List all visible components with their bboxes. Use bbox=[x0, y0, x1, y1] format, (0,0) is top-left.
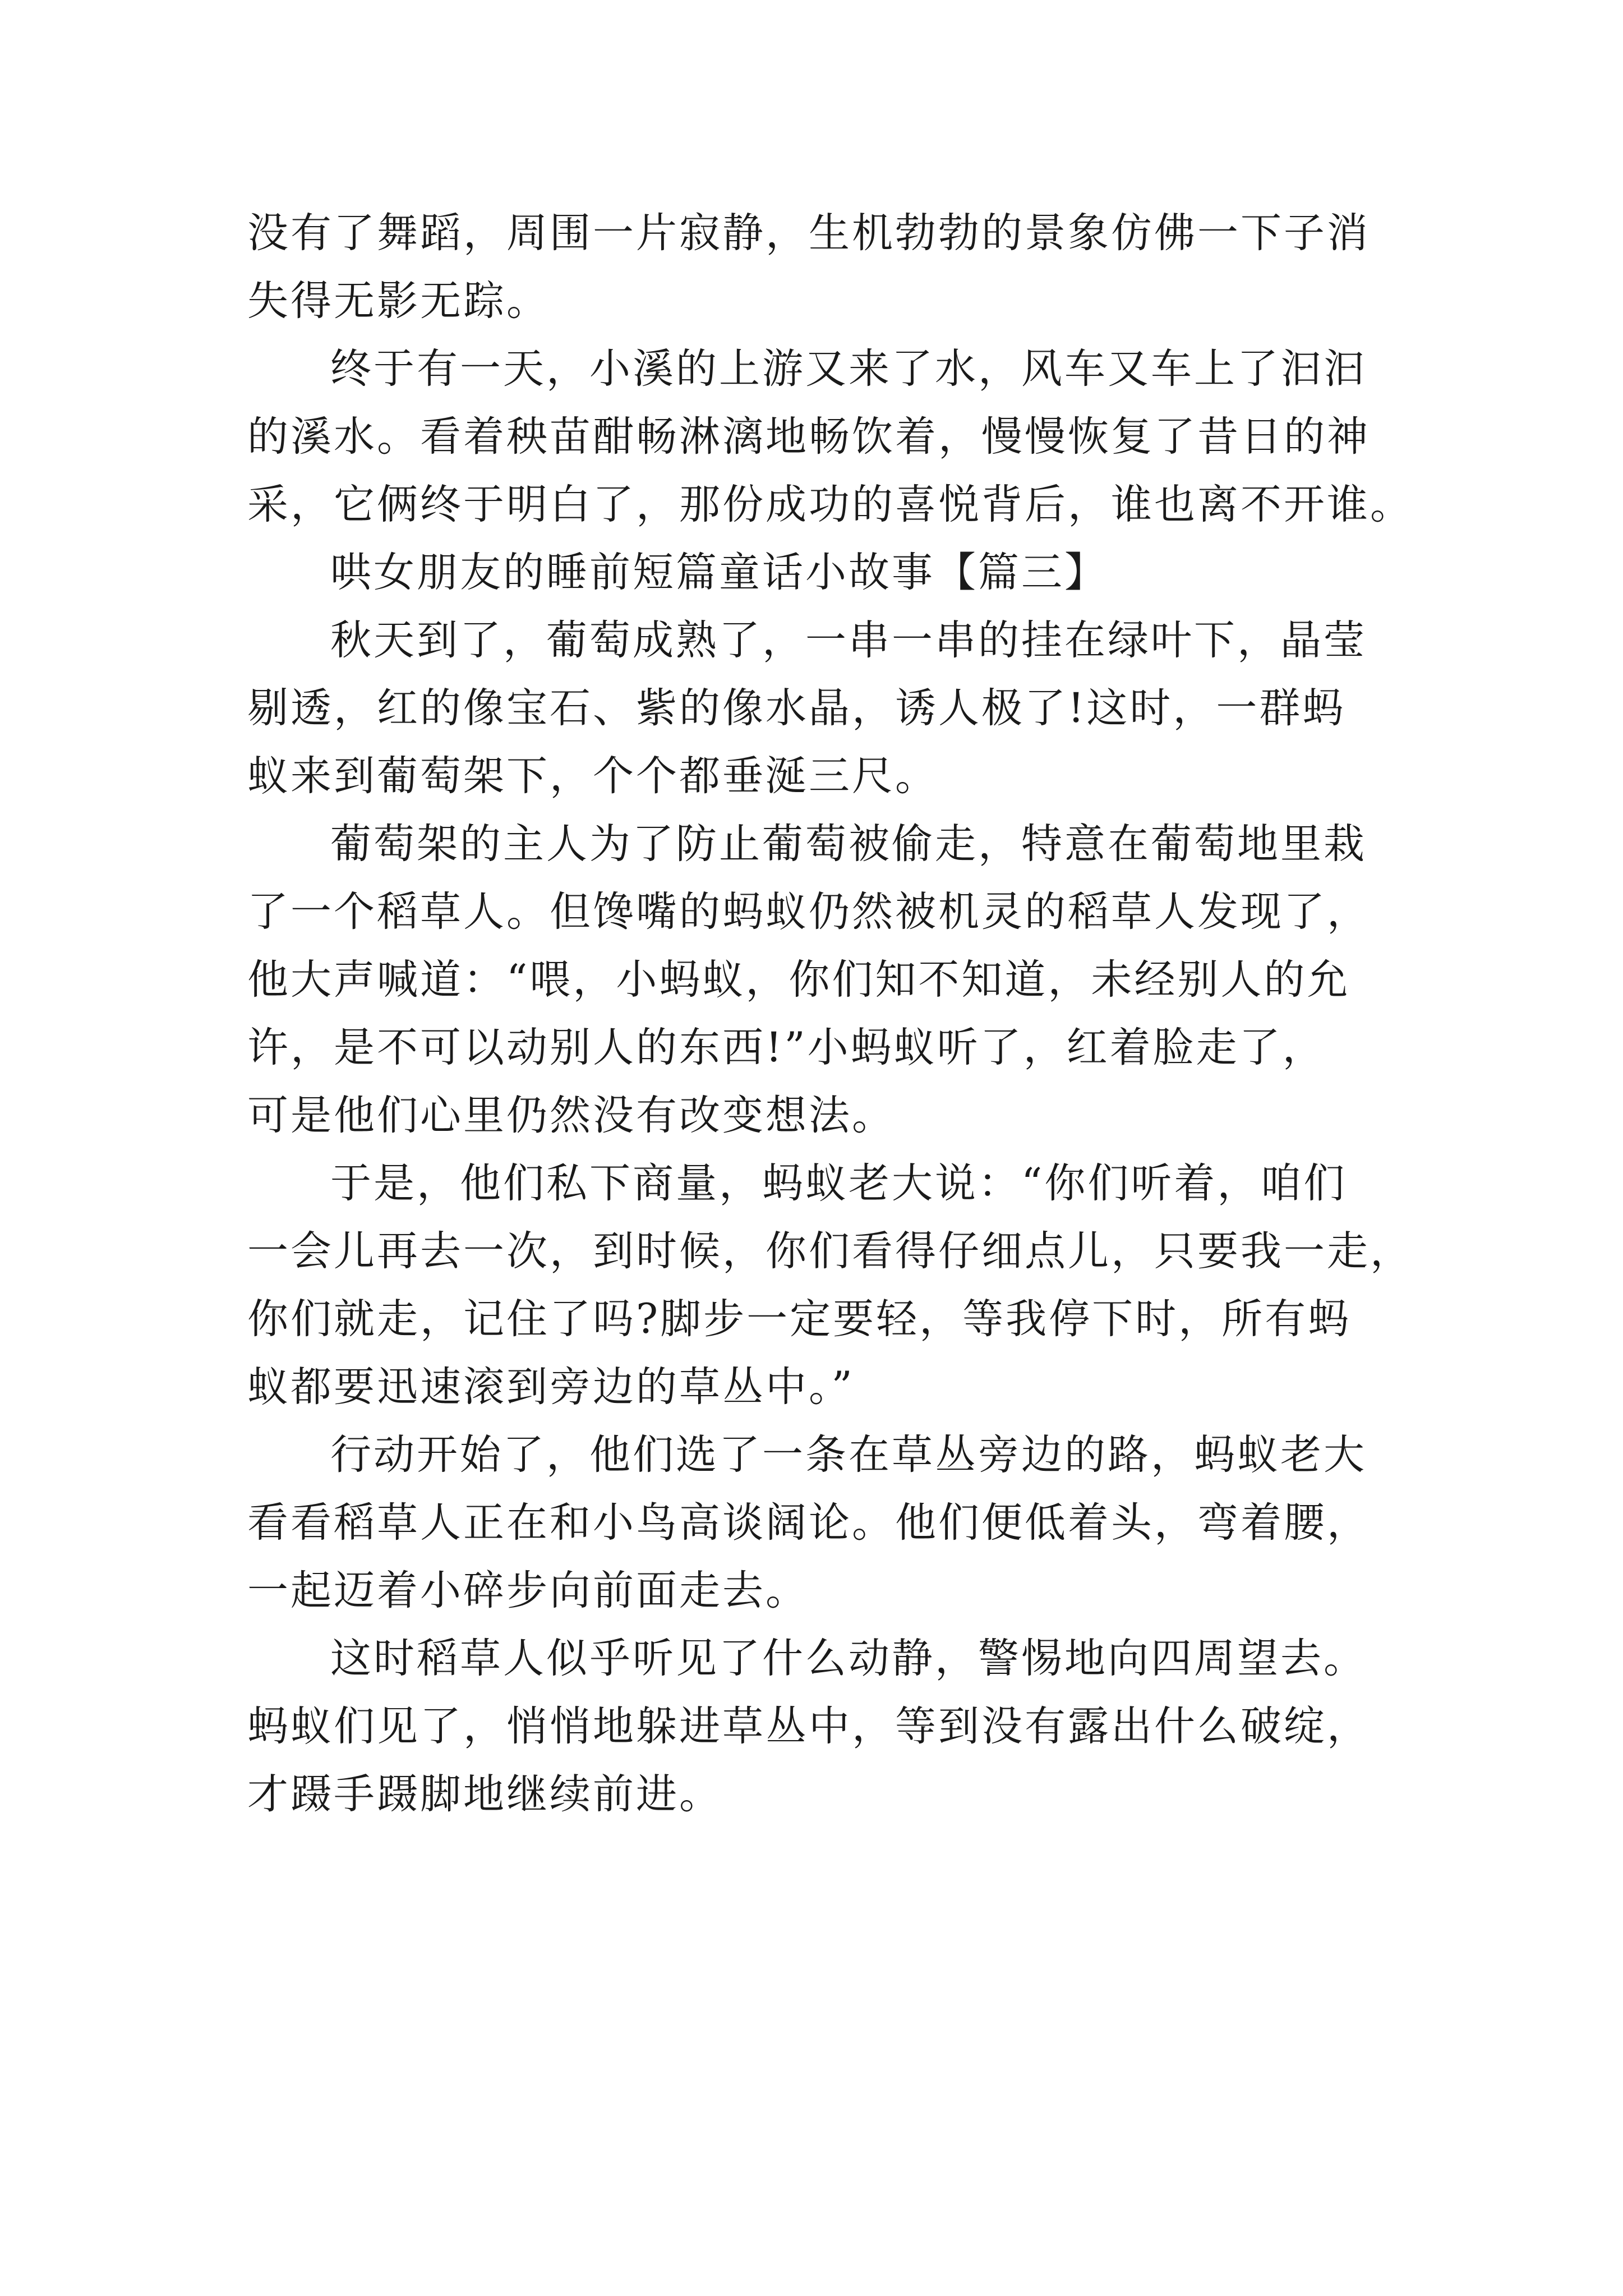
text-line: 采，它俩终于明白了，那份成功的喜悦背后，谁也离不开谁。 bbox=[247, 481, 1413, 528]
text-line: 他大声喊道：“喂，小蚂蚁，你们知不知道，未经别人的允 bbox=[247, 956, 1350, 1004]
text-line: 葡萄架的主人为了防止葡萄被偷走，特意在葡萄地里栽 bbox=[330, 820, 1367, 868]
document-body bbox=[247, 199, 1413, 1828]
text-line: 可是他们心里仍然没有改变想法。 bbox=[247, 1092, 895, 1139]
text-line: 这时稻草人似乎听见了什么动静，警惕地向四周望去。 bbox=[330, 1635, 1367, 1682]
text-line: 一起迈着小碎步向前面走去。 bbox=[247, 1567, 809, 1614]
text-line: 蚁都要迅速滚到旁边的草丛中。” bbox=[247, 1363, 855, 1411]
text-line: 行动开始了，他们选了一条在草丛旁边的路，蚂蚁老大 bbox=[330, 1431, 1367, 1479]
text-line: 于是，他们私下商量，蚂蚁老大说：“你们听着，咱们 bbox=[330, 1159, 1347, 1207]
text-line: 终于有一天，小溪的上游又来了水，风车又车上了汩汩 bbox=[330, 345, 1367, 393]
text-line: 看看稻草人正在和小鸟高谈阔论。他们便低着头，弯着腰， bbox=[247, 1499, 1370, 1547]
text-line: 许，是不可以动别人的东西!”小蚂蚁听了，红着脸走了， bbox=[247, 1024, 1326, 1071]
text-line: 才蹑手蹑脚地继续前进。 bbox=[247, 1770, 722, 1818]
text-line: 秋天到了，葡萄成熟了，一串一串的挂在绿叶下，晶莹 bbox=[330, 616, 1367, 664]
text-line: 剔透，红的像宝石、紫的像水晶，诱人极了!这时，一群蚂 bbox=[247, 684, 1346, 732]
text-line: 了一个稻草人。但馋嘴的蚂蚁仍然被机灵的稻草人发现了， bbox=[247, 888, 1370, 936]
text-line: 的溪水。看着秧苗酣畅淋漓地畅饮着，慢慢恢复了昔日的神 bbox=[247, 413, 1370, 461]
text-line: 失得无影无踪。 bbox=[247, 277, 550, 325]
text-line: 没有了舞蹈，周围一片寂静，生机勃勃的景象仿佛一下子消 bbox=[247, 209, 1370, 257]
text-line: 蚂蚁们见了，悄悄地躲进草丛中，等到没有露出什么破绽， bbox=[247, 1703, 1370, 1750]
text-line: 一会儿再去一次，到时候，你们看得仔细点儿，只要我一走， bbox=[247, 1227, 1413, 1275]
text-line: 蚁来到葡萄架下，个个都垂涎三尺。 bbox=[247, 752, 938, 800]
text-line: 哄女朋友的睡前短篇童话小故事【篇三】 bbox=[330, 549, 1108, 596]
text-line: 你们就走，记住了吗?脚步一定要轻，等我停下时，所有蚂 bbox=[247, 1295, 1352, 1343]
